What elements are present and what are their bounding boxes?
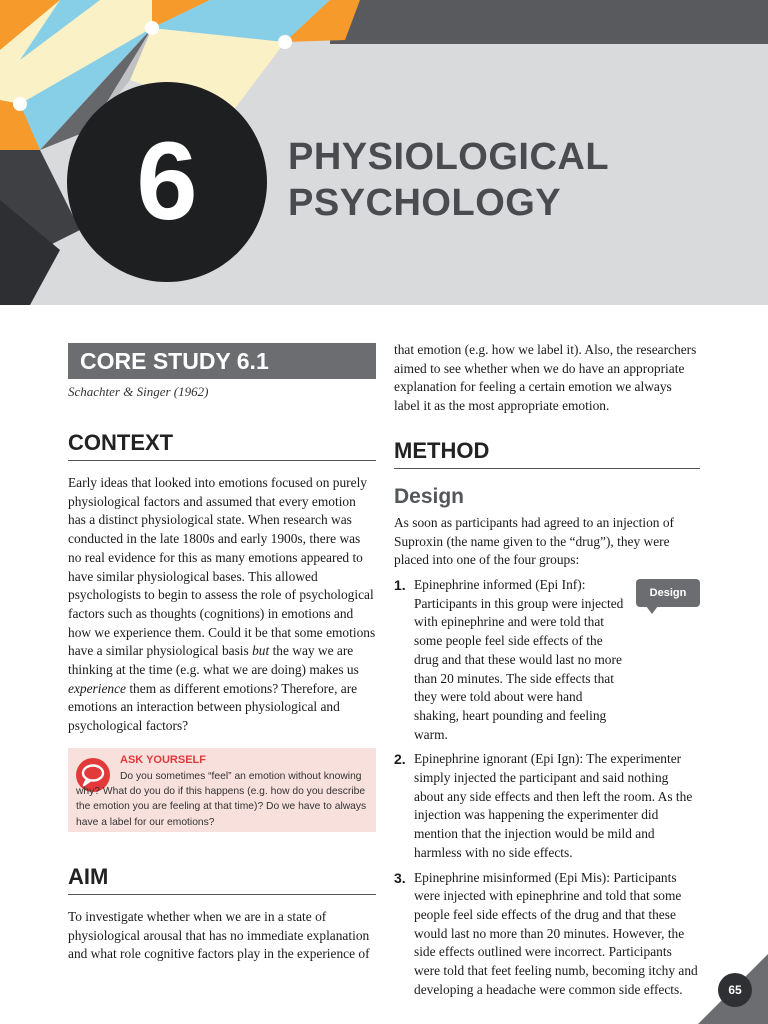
ask-yourself-box xyxy=(68,748,376,832)
list-item-text: Epinephrine ignorant (Epi Ign): The experimenter simply injected the participant and said nothing about any side effects and then left the room. As the injection was happening the experimenter did mention that the injection would be mild and harmless with no side effects. xyxy=(414,751,693,860)
chapter-number: 6 xyxy=(136,120,198,243)
list-item-text: Epinephrine informed (Epi Inf): Participants in this group were injected with epinephrine and were told that some people feel side effects of the drug and that these would last no more than 20 minutes. The side effects that they were told about were hand shaking, heart pounding and feeling warm. xyxy=(414,577,624,742)
aim-continued-text: that emotion (e.g. how we label it). Also, the researchers aimed to see whether when we do have an appropriate explanation for feeling a certain emotion we always label it as the most appropriate emotion. xyxy=(394,342,697,414)
method-heading: METHOD xyxy=(394,438,700,469)
page-number: 65 xyxy=(718,973,752,1007)
design-intro-text: As soon as participants had agreed to an injection of Suproxin (the name given to the “drug”), they were placed into one of the four groups: xyxy=(394,515,675,568)
list-item xyxy=(394,869,700,1000)
design-tag: Design xyxy=(636,579,700,607)
aim-text: To investigate whether when we are in a state of physiological arousal that has no immediate explanation and what role cognitive factors play in the experience of xyxy=(68,909,370,962)
groups-list xyxy=(394,576,700,1005)
design-heading: Design xyxy=(394,485,465,508)
chapter-title xyxy=(288,134,609,226)
ask-yourself-text: Do you sometimes “feel” an emotion without knowing why? What do you do if this happens (e.g. how do you describe the emotion you are feeling at that time)? Do we have to always have a label for our emotions? xyxy=(76,771,367,828)
ask-yourself-title: ASK YOURSELF xyxy=(120,754,206,766)
list-item-number: 1. xyxy=(394,577,406,593)
chapter-header xyxy=(0,0,768,305)
context-text: Early ideas that looked into emotions focused on purely physiological factors and assumed that every emotion has a distinct physiological state. When research was conducted in the late 1800s and early 1900s, there was no real evidence for this as many emotions appeared to have similar physiological bases. This allowed psychologists to begin to assess the role of psychological factors such as thoughts (cognitions) in emotions and how we experience them. Could it be that some emotions have a similar physiological basis but the way we are thinking at the time (e.g. what we are doing) makes us experience them as different emotions? Therefore, are emotions an interaction between physiological and psychological factors? xyxy=(68,475,376,734)
study-reference: Schachter & Singer (1962) xyxy=(68,384,209,399)
core-study-label: CORE STUDY 6.1 xyxy=(68,343,376,379)
chapter-title-line1: PHYSIOLOGICAL xyxy=(288,136,610,178)
context-heading: CONTEXT xyxy=(68,430,376,461)
chapter-title-line2: PSYCHOLOGY xyxy=(288,182,562,224)
list-item-text: Epinephrine misinformed (Epi Mis): Participants were injected with epinephrine and told that some people feel side effects of the drug and that these would last no more than 20 minutes. However, the side effects outlined were incorrect. Participants were told that feet feeling numb, becoming itchy and developing a headache were common side effects. xyxy=(414,869,698,997)
list-item-number: 2. xyxy=(394,751,406,768)
list-item-number: 3. xyxy=(394,869,406,886)
list-item xyxy=(394,750,700,862)
aim-heading: AIM xyxy=(68,864,376,895)
